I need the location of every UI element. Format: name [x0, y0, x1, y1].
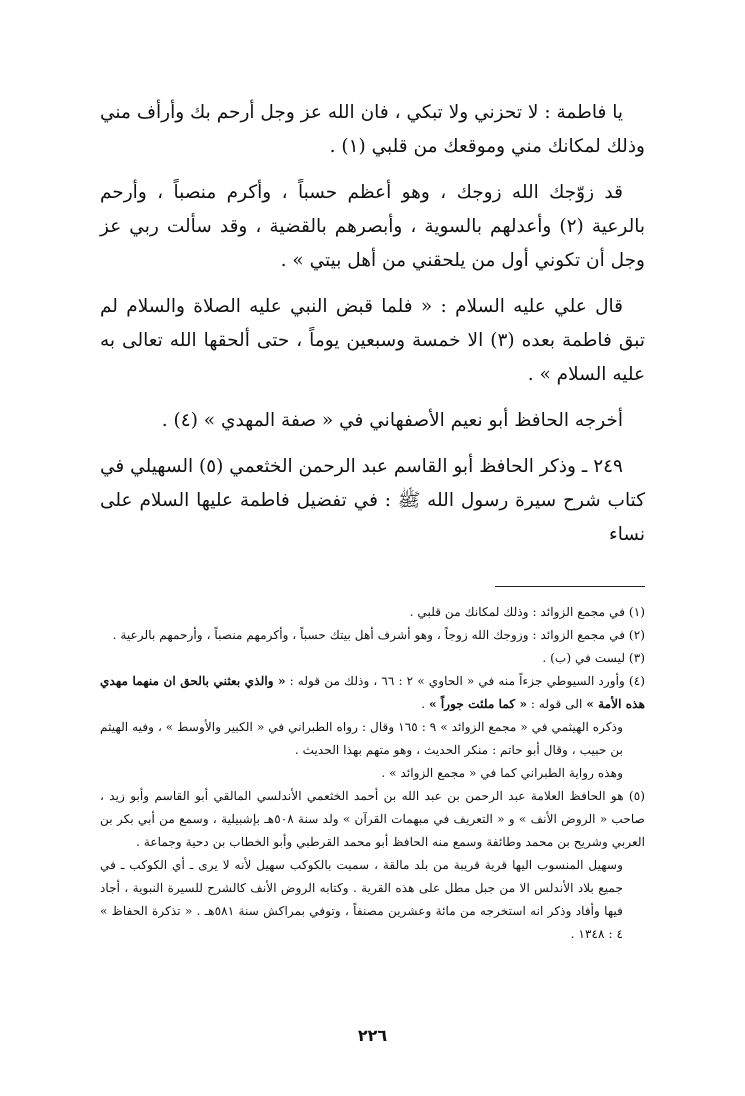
footnote-4-text-e: . [421, 697, 429, 711]
footnote-4-quote-2: « كما ملئت جوراً » [428, 697, 528, 711]
footnote-3: (٣) ليست في (ب) . [542, 651, 645, 665]
footnotes [100, 601, 645, 946]
footnote-1: (١) في مجمع الزوائد : وذلك لمكانك من قلبي . [409, 605, 645, 619]
page-body [100, 96, 645, 946]
footnote-5-paragraph-2: وسهيل المنسوب اليها قرية قريبة من بلد مالقة ، سميت بالكوكب سهيل لأنه لا يرى ـ أي الكوكب ـ في جميع بلاد الأندلس الا من جبل مطل على هذه القرية . وكتابه الروض الأنف كالشرح للسيرة النبوية ، أجاد فيها وأفاد وذكر انه استخرجه من مائة وعشرين مصنفاً ، وتوفي بمراكش سنة ٥٨١هـ . « تذكرة الحفاظ » ٤ : ١٣٤٨ . [100, 858, 623, 941]
footnote-2: (٢) في مجمع الزوائد : وزوجك الله زوجاً ، وهو أشرف أهل بيتك حسباً ، وأكرمهم منصباً ، وأرحمهم بالرعية . [112, 628, 645, 642]
footnote-divider [495, 586, 645, 587]
footnote-4 [100, 670, 645, 716]
paragraph-1: يا فاطمة : لا تحزني ولا تبكي ، فان الله عز وجل أرحم بك وأرأف مني وذلك لمكانك مني وموقعك من قلبي (١) . [100, 102, 645, 157]
paragraph-2: قد زوّجك الله زوجك ، وهو أعظم حسباً ، وأكرم منصباً ، وأرحم بالرعية (٢) وأعدلهم بالسوية ، وأبصرهم بالقضية ، وقد سألت ربي عز وجل أن تكوني أول من يلحقني من أهل بيتي » . [100, 182, 645, 271]
footnote-4-paragraph-2: وذكره الهيثمي في « مجمع الزوائد » ٩ : ١٦٥ وقال : رواه الطبراني في « الكبير والأوسط » ، وفيه الهيثم بن حبيب ، وقال أبو حاتم : منكر الحديث ، وهو متهم بهذا الحديث . [100, 720, 623, 757]
footnote-4-paragraph-3: وهذه رواية الطبراني كما في « مجمع الزوائد » . [381, 766, 623, 780]
footnote-4-text-c: الى قوله : [527, 697, 587, 711]
paragraph-4: أخرجه الحافظ أبو نعيم الأصفهاني في « صفة المهدي » (٤) . [161, 410, 623, 431]
footnote-4-text-a: (٤) وأورد السيوطي جزءاً منه في « الحاوي » ٢ : ٦٦ ، وذلك من قوله : [285, 674, 646, 688]
footnote-5: (٥) هو الحافظ العلامة عبد الرحمن بن عبد الله بن أحمد الخثعمي الأندلسي المالقي أبو القاسم وأبو زيد ، صاحب « الروض الأنف » و « التعريف في مبهمات القرآن » ولد سنة ٥٠٨هـ بإشبيلية ، وسمع من أبي بكر بن العربي وشريح بن محمد وطائفة وسمع منه الحافظ أبو محمد القرطبي وأبو الخطاب بن دحية وجماعة . [100, 789, 645, 849]
paragraph-5: ٢٤٩ ـ وذكر الحافظ أبو القاسم عبد الرحمن الخثعمي (٥) السهيلي في كتاب شرح سيرة رسول الله ﷺ : في تفضيل فاطمة عليها السلام على نساء [100, 456, 645, 545]
paragraph-3: قال علي عليه السلام : « فلما قبض النبي عليه الصلاة والسلام لم تبق فاطمة بعده (٣) الا خمسة وسبعين يوماً ، حتى ألحقها الله تعالى به عليه السلام » . [100, 296, 645, 385]
main-text [100, 96, 645, 552]
footnote-4-quote-1: « والذي بعثني بالحق ان منهما مهدي هذه الأمة » [100, 674, 645, 711]
page-number: ٢٢٦ [357, 1026, 388, 1045]
